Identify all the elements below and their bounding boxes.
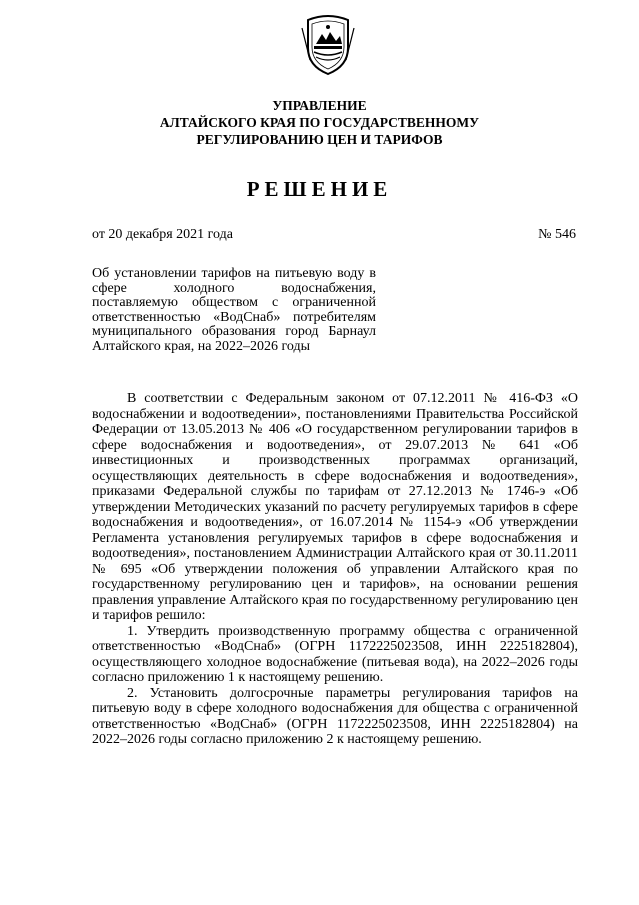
preamble-paragraph: В соответствии с Федеральным законом от 07.12.2011 № 416-ФЗ «О водоснабжении и водоотведении», постановлениями Правительства Российской Федерации от 13.05.2013 № 406 «О государственном регулировании тарифов в сфере водоснабжения и водоотведения», от 29.07.2013 № 641 «Об инвестиционных и производственных программах организаций, осуществляющих деятельность в сфере водоснабжения и водоотведения», приказами Федеральной службы по тарифам от 27.12.2013 № 1746-э «Об утверждении Методических указаний по расчету регулируемых тарифов в сфере водоснабжения и водоотведения», от 16.07.2014 № 1154-э «Об утверждении Регламента установления регулируемых тарифов в сфере водоснабжения и водоотведения», постановлением Администрации Алтайского края от 30.11.2011 № 695 «Об утверждении положения об управлении Алтайского края по государственному регулированию цен и тарифов», на основании решения правления управление Алтайского края по государственному регулированию цен и тарифов решило: (92, 391, 578, 623)
document-body (92, 391, 578, 748)
document-date: от 20 декабря 2021 года (92, 227, 233, 242)
document-number: № 546 (538, 227, 576, 242)
org-line-1: УПРАВЛЕНИЕ (272, 98, 367, 113)
organization-name (0, 97, 639, 148)
document-type-heading: РЕШЕНИЕ (246, 177, 393, 201)
org-line-2: АЛТАЙСКОГО КРАЯ ПО ГОСУДАРСТВЕННОМУ (159, 115, 480, 130)
coat-of-arms-emblem (300, 14, 356, 76)
item-1-paragraph: 1. Утвердить производственную программу общества с ограниченной ответственностью «ВодСнаб» (ОГРН 1172225023508, ИНН 2225182804), осуществляющего холодное водоснабжение (питьевая вода), на 2022–2026 годы согласно приложению 1 к настоящему решению. (92, 623, 578, 685)
document-subject: Об установлении тарифов на питьевую воду в сфере холодного водоснабжения, поставляемую обществом с ограниченной ответственностью «ВодСнаб» потребителям муниципального образования город Барнаул Алтайского края, на 2022–2026 годы (92, 266, 376, 354)
item-2-paragraph: 2. Установить долгосрочные параметры регулирования тарифов на питьевую воду в сфере холодного водоснабжения для общества с ограниченной ответственностью «ВодСнаб» (ОГРН 1172225023508, ИНН 2225182804) на 2022–2026 годы согласно приложению 2 к настоящему решению. (92, 685, 578, 747)
org-line-3: РЕГУЛИРОВАНИЮ ЦЕН И ТАРИФОВ (196, 132, 443, 147)
